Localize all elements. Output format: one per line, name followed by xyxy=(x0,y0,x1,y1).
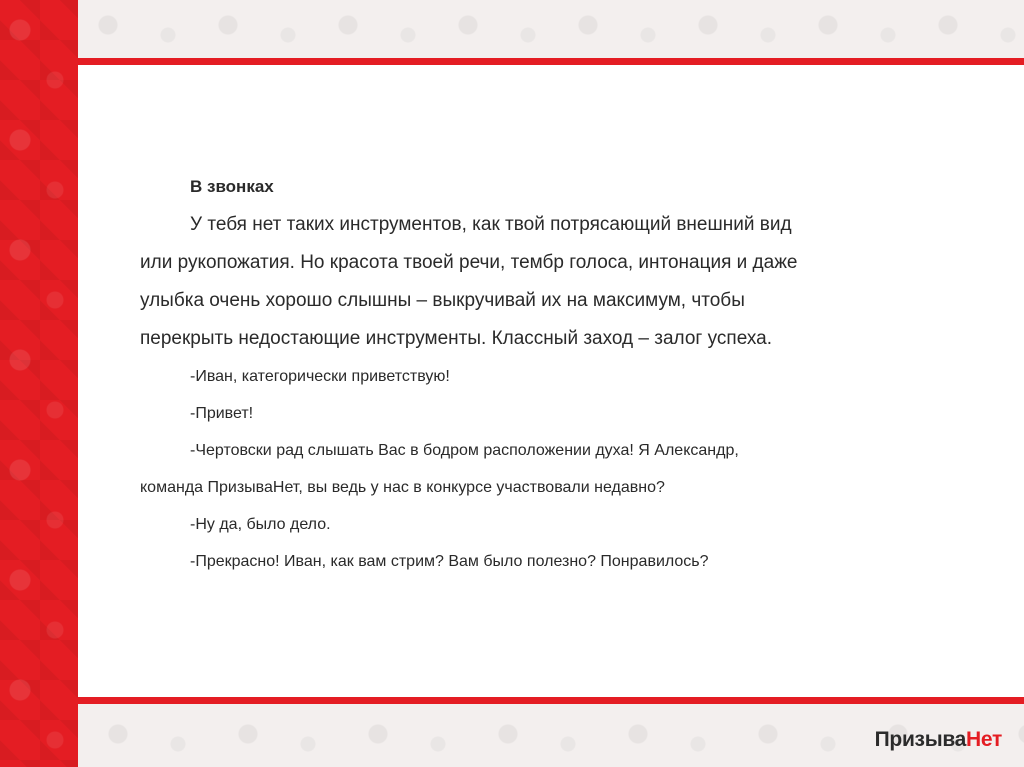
brand-logo xyxy=(875,728,1002,752)
body-paragraph xyxy=(140,206,940,358)
left-decorative-band xyxy=(0,0,78,767)
dialog-line: -Прекрасно! Иван, как вам стрим? Вам было полезно? Понравилось? xyxy=(190,553,709,570)
paragraph-line: У тебя нет таких инструментов, как твой потрясающий внешний вид xyxy=(190,214,792,235)
top-red-line xyxy=(78,58,1024,65)
dialog-example xyxy=(140,358,940,580)
logo-part-dark: Призыва xyxy=(874,728,967,751)
dialog-line: команда ПризываНет, вы ведь у нас в конкурсе участвовали недавно? xyxy=(140,479,665,496)
bottom-red-line xyxy=(78,697,1024,704)
logo-part-red: Нет xyxy=(966,728,1002,751)
section-heading: В звонках xyxy=(190,177,274,196)
dialog-line: -Привет! xyxy=(190,405,254,422)
dialog-line: -Иван, категорически приветствую! xyxy=(190,368,450,385)
top-decorative-strip xyxy=(78,0,1024,58)
paragraph-line: или рукопожатия. Но красота твоей речи, тембр голоса, интонация и даже xyxy=(140,252,798,273)
paragraph-line: улыбка очень хорошо слышны – выкручивай их на максимум, чтобы xyxy=(140,290,745,311)
dialog-line: -Чертовски рад слышать Вас в бодром расположении духа! Я Александр, xyxy=(190,442,739,459)
paragraph-line: перекрыть недостающие инструменты. Классный заход – залог успеха. xyxy=(140,328,772,349)
slide-text xyxy=(140,168,940,580)
dialog-line: -Ну да, было дело. xyxy=(190,516,331,533)
